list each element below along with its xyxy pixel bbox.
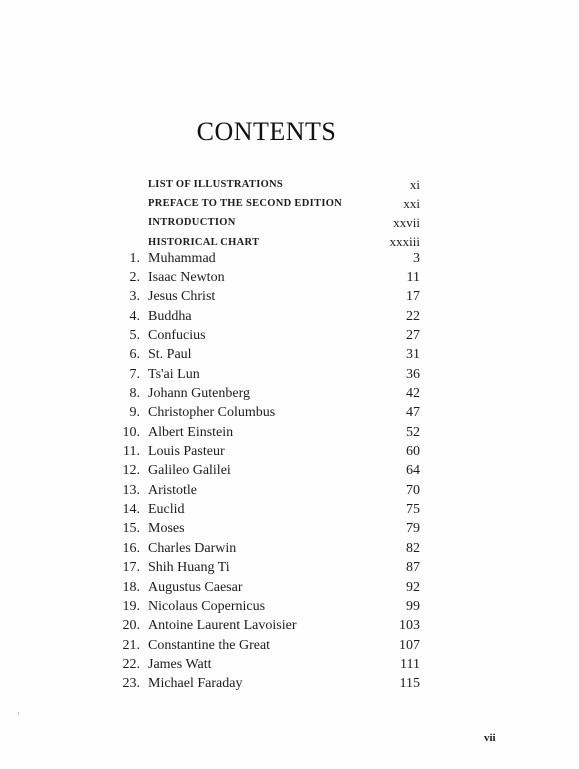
- chapter-row: [108, 307, 420, 326]
- front-matter-list: [148, 175, 420, 252]
- chapter-page: 47: [406, 405, 420, 421]
- chapter-row: [108, 539, 420, 558]
- chapter-page: 17: [406, 289, 420, 305]
- chapter-row: [108, 578, 420, 597]
- chapter-number: 2.: [129, 270, 140, 286]
- chapter-number: 13.: [122, 482, 140, 498]
- chapter-page: 111: [400, 656, 420, 672]
- chapter-row: [108, 384, 420, 403]
- chapter-name: Isaac Newton: [148, 270, 225, 286]
- chapter-name: Michael Faraday: [148, 676, 243, 692]
- chapter-row: [108, 442, 420, 461]
- front-matter-page: xxxiii: [389, 234, 420, 250]
- chapter-number: 18.: [122, 579, 140, 595]
- front-matter-label: PREFACE TO THE SECOND EDITION: [148, 198, 343, 210]
- chapter-number: 8.: [129, 386, 140, 402]
- chapter-name: Nicolaus Copernicus: [148, 598, 266, 614]
- chapter-name: Galileo Galilei: [148, 463, 231, 479]
- chapter-name: Christopher Columbus: [148, 405, 276, 421]
- chapter-page: 31: [406, 347, 420, 363]
- chapter-name: Albert Einstein: [148, 424, 234, 440]
- chapter-page: 82: [406, 540, 420, 556]
- chapter-row: [108, 423, 420, 442]
- chapter-number: 23.: [122, 676, 140, 692]
- front-matter-page: xi: [409, 176, 420, 192]
- chapter-row: [108, 346, 420, 365]
- chapter-number: 9.: [129, 405, 140, 421]
- chapter-number: 5.: [129, 328, 140, 344]
- chapter-page: 75: [406, 502, 420, 518]
- chapter-row: [108, 520, 420, 539]
- chapter-page: 22: [406, 308, 420, 324]
- front-matter-item: [148, 194, 420, 213]
- chapter-number: 12.: [122, 463, 140, 479]
- chapter-page: 79: [406, 521, 420, 537]
- chapter-row: [108, 288, 420, 307]
- chapter-number: 10.: [122, 424, 140, 440]
- chapter-name: Confucius: [148, 328, 206, 344]
- chapter-row: [108, 559, 420, 578]
- chapter-name: James Watt: [148, 656, 212, 672]
- chapter-number: 16.: [122, 540, 140, 556]
- chapter-row: [108, 481, 420, 500]
- chapter-page: 99: [406, 598, 420, 614]
- chapter-name: Constantine the Great: [148, 637, 271, 653]
- chapter-page: 36: [406, 366, 420, 382]
- chapter-name: St. Paul: [148, 347, 192, 363]
- chapter-number: 21.: [122, 637, 140, 653]
- chapter-name: Moses: [148, 521, 185, 537]
- chapter-page: 103: [399, 618, 420, 634]
- chapter-row: [108, 617, 420, 636]
- chapter-row: [108, 326, 420, 345]
- front-matter-label: HISTORICAL CHART: [148, 236, 260, 248]
- chapter-page: 3: [413, 250, 420, 266]
- chapter-page: 27: [406, 328, 420, 344]
- chapter-row: [108, 655, 420, 674]
- chapter-name: Shih Huang Ti: [148, 560, 230, 576]
- chapter-number: 7.: [129, 366, 140, 382]
- chapter-row: [108, 597, 420, 616]
- chapter-name: Johann Gutenberg: [148, 386, 250, 402]
- chapter-name: Augustus Caesar: [148, 579, 243, 595]
- front-matter-item: [148, 213, 420, 232]
- chapter-row: [108, 365, 420, 384]
- front-matter-item: [148, 175, 420, 194]
- chapter-page: 42: [406, 386, 420, 402]
- chapter-number: 15.: [122, 521, 140, 537]
- chapter-page: 70: [406, 482, 420, 498]
- chapter-name: Jesus Christ: [148, 289, 216, 305]
- chapter-row: [108, 268, 420, 287]
- chapter-page: 92: [406, 579, 420, 595]
- chapter-name: Louis Pasteur: [148, 444, 225, 460]
- chapter-name: Ts'ai Lun: [148, 366, 200, 382]
- chapter-row: [108, 404, 420, 423]
- chapter-name: Muhammad: [148, 250, 216, 266]
- chapter-name: Buddha: [148, 308, 192, 324]
- chapter-list: [108, 249, 420, 694]
- page-number: vii: [484, 732, 496, 744]
- chapter-row: [108, 636, 420, 655]
- chapter-number: 14.: [122, 502, 140, 518]
- chapter-page: 87: [406, 560, 420, 576]
- paper-speck: [18, 712, 19, 715]
- chapter-row: [108, 500, 420, 519]
- chapter-page: 115: [399, 676, 420, 692]
- chapter-number: 1.: [129, 250, 140, 266]
- chapter-name: Aristotle: [148, 482, 197, 498]
- chapter-row: [108, 675, 420, 694]
- chapter-row: [108, 462, 420, 481]
- chapter-page: 107: [399, 637, 420, 653]
- chapter-number: 4.: [129, 308, 140, 324]
- chapter-number: 17.: [122, 560, 140, 576]
- chapter-number: 3.: [129, 289, 140, 305]
- chapter-page: 60: [406, 444, 420, 460]
- chapter-number: 22.: [122, 656, 140, 672]
- chapter-name: Antoine Laurent Lavoisier: [148, 618, 297, 634]
- chapter-number: 19.: [122, 598, 140, 614]
- chapter-page: 64: [406, 463, 420, 479]
- page-title: CONTENTS: [196, 117, 337, 146]
- front-matter-label: LIST OF ILLUSTRATIONS: [148, 179, 284, 191]
- chapter-page: 11: [406, 270, 420, 286]
- front-matter-page: xxi: [403, 195, 420, 211]
- chapter-row: [108, 249, 420, 268]
- chapter-number: 6.: [129, 347, 140, 363]
- chapter-page: 52: [406, 424, 420, 440]
- front-matter-label: INTRODUCTION: [148, 217, 236, 229]
- chapter-number: 20.: [122, 618, 140, 634]
- chapter-name: Charles Darwin: [148, 540, 237, 556]
- chapter-number: 11.: [123, 444, 140, 460]
- chapter-name: Euclid: [148, 502, 185, 518]
- front-matter-page: xxvii: [393, 214, 420, 230]
